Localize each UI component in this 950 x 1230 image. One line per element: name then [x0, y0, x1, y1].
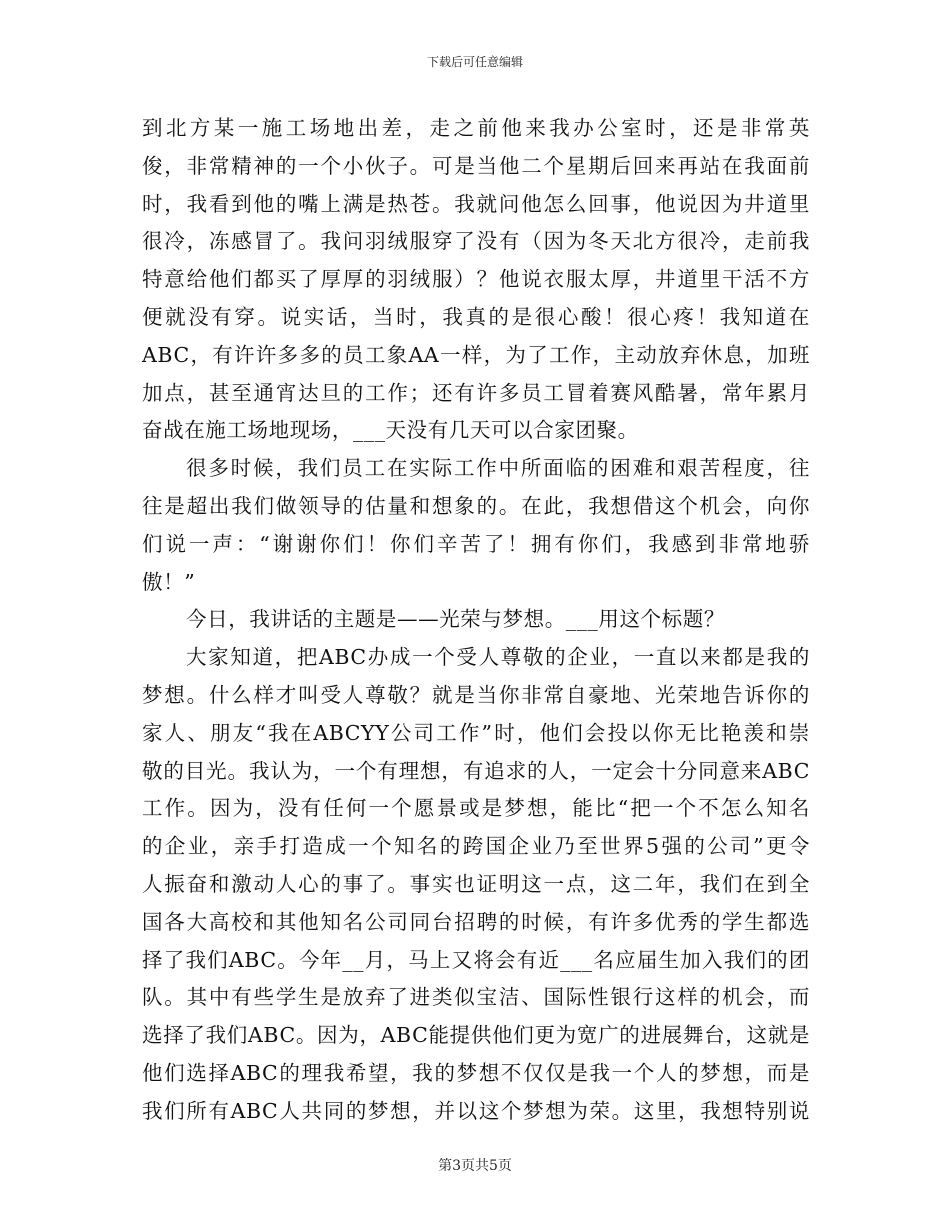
text-line: 今日，我讲话的主题是——光荣与梦想。___用这个标题？	[186, 607, 725, 632]
text-line: 奋战在施工场地现场，___天没有几天可以合家团聚。	[142, 418, 639, 443]
text-line: 很冷，冻感冒了。我问羽绒服穿了没有（因为冬天北方很冷，走前我	[142, 229, 810, 254]
text-line: 加点，甚至通宵达旦的工作；还有许多员工冒着赛风酷暑，常年累月	[142, 380, 810, 405]
text-line: 队。其中有些学生是放弃了进类似宝洁、国际性银行这样的机会，而	[142, 985, 810, 1010]
paragraph-3	[142, 601, 810, 639]
text-line: 大家知道，把ABC办成一个受人尊敬的企业，一直以来都是我的	[186, 645, 810, 670]
text-line: 人振奋和激动人心的事了。事实也证明这一点，这二年，我们在到全	[142, 871, 810, 896]
text-line: 的企业，亲手打造成一个知名的跨国企业乃至世界5强的公司”更令	[142, 834, 810, 859]
text-line: 傲！”	[142, 569, 196, 594]
paragraph-4	[142, 639, 810, 1130]
text-line: 择了我们ABC。今年__月，马上又将会有近___名应届生加入我们的团	[142, 947, 810, 972]
text-line: ABC，有许许多多的员工象AA一样，为了工作，主动放弃休息，加班	[142, 342, 810, 367]
text-line: 俊，非常精神的一个小伙子。可是当他二个星期后回来再站在我面前	[142, 153, 810, 178]
text-line: 家人、朋友“我在ABCYY公司工作”时，他们会投以你无比艳羡和崇	[142, 720, 810, 745]
text-line: 便就没有穿。说实话，当时，我真的是很心酸！很心疼！我知道在	[142, 304, 810, 329]
text-line: 们说一声：“谢谢你们！你们辛苦了！拥有你们，我感到非常地骄	[142, 531, 810, 556]
text-line: 时，我看到他的嘴上满是热苍。我就问他怎么回事，他说因为井道里	[142, 191, 810, 216]
text-line: 到北方某一施工场地出差，走之前他来我办公室时，还是非常英	[142, 116, 810, 140]
paragraph-1	[142, 110, 810, 450]
text-line: 敬的目光。我认为，一个有理想，有追求的人，一定会十分同意来ABC	[142, 758, 810, 783]
document-body	[142, 110, 810, 1131]
page-header-note: 下载后可任意编辑	[426, 55, 523, 69]
text-line: 很多时候，我们员工在实际工作中所面临的困难和艰苦程度，往	[186, 456, 810, 481]
text-line: 我们所有ABC人共同的梦想，并以这个梦想为荣。这里，我想特别说	[142, 1098, 810, 1123]
text-line: 往是超出我们做领导的估量和想象的。在此，我想借这个机会，向你	[142, 493, 810, 518]
text-line: 特意给他们都买了厚厚的羽绒服）？他说衣服太厚，井道里干活不方	[142, 267, 810, 292]
paragraph-2	[142, 450, 810, 601]
page-number-footer: 第3页共5页	[438, 1158, 512, 1174]
text-line: 他们选择ABC的理我希望，我的梦想不仅仅是我一个人的梦想，而是	[142, 1060, 810, 1085]
text-line: 选择了我们ABC。因为，ABC能提供他们更为宽广的进展舞台，这就是	[142, 1023, 810, 1048]
text-line: 国各大高校和其他知名公司同台招聘的时候，有许多优秀的学生都选	[142, 909, 810, 934]
text-line: 梦想。什么样才叫受人尊敬？就是当你非常自豪地、光荣地告诉你的	[142, 682, 810, 707]
text-line: 工作。因为，没有任何一个愿景或是梦想，能比“把一个不怎么知名	[142, 796, 810, 821]
